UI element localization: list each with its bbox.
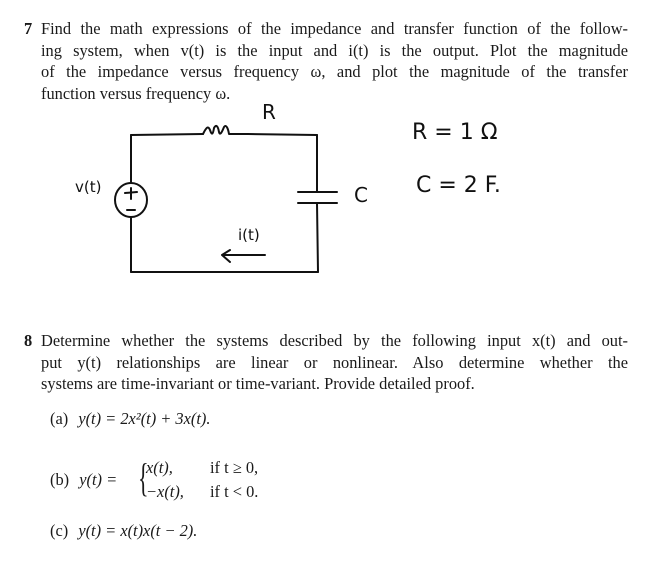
current-label: i(t) [238, 226, 260, 244]
resistance-value: R = 1 Ω [412, 120, 498, 145]
resistor-label: R [262, 100, 276, 124]
case-row [210, 482, 258, 502]
text-line: ing system, when v(t) is the input and i(t) is the output. Plot the magnitude [41, 40, 628, 60]
case-value: −x(t), [146, 482, 184, 501]
capacitance-value: C = 2 F. [416, 173, 501, 198]
part-expression: y(t) = 2x²(t) + 3x(t). [78, 409, 211, 428]
text-line: of the impedance versus frequency ω, and plot the magnitude of the transfer [41, 62, 628, 82]
current-arrow-icon [222, 250, 265, 262]
part-label: (a) [50, 409, 69, 428]
problem-number: 7 [24, 19, 33, 38]
part-label: (b) [50, 470, 70, 489]
case-row [146, 482, 184, 502]
part-b [50, 470, 117, 490]
part-a [50, 409, 210, 429]
wire-top-left [131, 134, 203, 135]
cases-brace: { [138, 455, 149, 500]
wire-top-right [248, 134, 317, 135]
case-condition: if t ≥ 0, [210, 458, 259, 477]
wire-right-bottom [317, 203, 318, 272]
part-c [50, 521, 197, 541]
resistor-icon [203, 126, 248, 134]
part-label: (c) [50, 521, 69, 540]
problem-8-text [41, 330, 628, 395]
part-lhs: y(t) = [79, 470, 118, 489]
source-label: v(t) [75, 178, 102, 196]
case-row [146, 458, 173, 478]
text-line: Find the math expressions of the impedance and transfer function of the follow- [41, 19, 628, 38]
text-line: Determine whether the systems described by the following input x(t) and out- [41, 331, 628, 350]
part-expression: y(t) = x(t)x(t − 2). [78, 521, 198, 540]
case-value: x(t), [146, 458, 173, 477]
case-row [210, 458, 258, 478]
problem-8 [24, 330, 628, 395]
text-line: put y(t) relationships are linear or nonlinear. Also determine whether the [41, 352, 628, 372]
case-condition: if t < 0. [210, 482, 259, 501]
capacitor-label: C [354, 183, 368, 207]
text-line: systems are time-invariant or time-variant. Provide detailed proof. [41, 374, 475, 394]
problem-number: 8 [24, 331, 33, 350]
text-line: function versus frequency ω. [41, 83, 231, 103]
